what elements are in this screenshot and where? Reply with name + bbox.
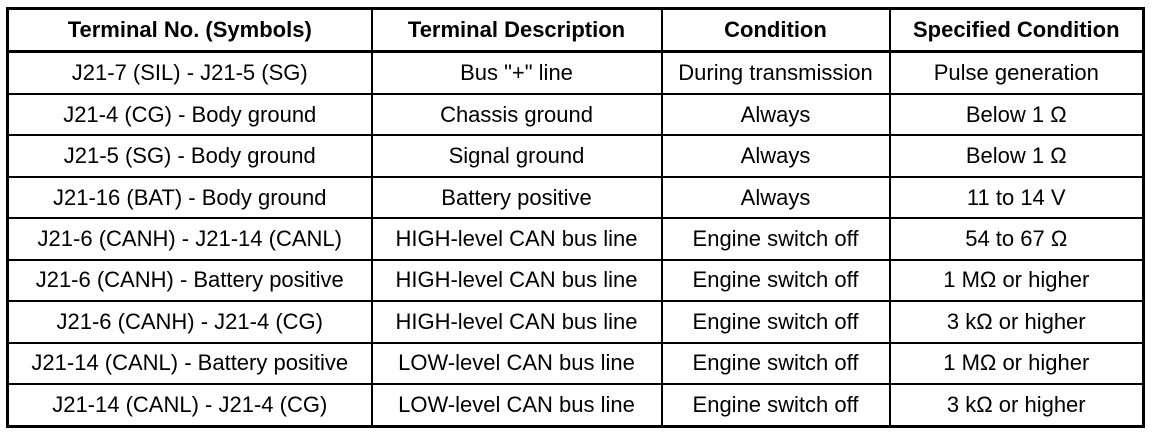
cell-specified: Below 1 Ω: [890, 94, 1144, 135]
cell-condition: Always: [662, 177, 890, 218]
cell-condition: During transmission: [662, 52, 890, 94]
table-row: [8, 218, 1144, 259]
cell-specified: 3 kΩ or higher: [890, 384, 1144, 426]
cell-description: Chassis ground: [372, 94, 662, 135]
cell-terminal: J21-6 (CANH) - J21-4 (CG): [8, 301, 372, 342]
header-terminal-no: Terminal No. (Symbols): [8, 9, 372, 52]
cell-description: LOW-level CAN bus line: [372, 384, 662, 426]
cell-terminal: J21-7 (SIL) - J21-5 (SG): [8, 52, 372, 94]
cell-description: HIGH-level CAN bus line: [372, 260, 662, 301]
table-row: [8, 260, 1144, 301]
cell-condition: Always: [662, 94, 890, 135]
cell-condition: Engine switch off: [662, 343, 890, 384]
terminal-spec-table-container: [6, 7, 1142, 428]
cell-description: Bus "+" line: [372, 52, 662, 94]
cell-terminal: J21-6 (CANH) - J21-14 (CANL): [8, 218, 372, 259]
table-body: [8, 52, 1144, 427]
cell-specified: 1 MΩ or higher: [890, 343, 1144, 384]
header-row: [8, 9, 1144, 52]
cell-terminal: J21-14 (CANL) - Battery positive: [8, 343, 372, 384]
cell-description: HIGH-level CAN bus line: [372, 301, 662, 342]
header-specified-condition: Specified Condition: [890, 9, 1144, 52]
cell-terminal: J21-14 (CANL) - J21-4 (CG): [8, 384, 372, 426]
cell-specified: Below 1 Ω: [890, 135, 1144, 176]
header-condition: Condition: [662, 9, 890, 52]
table-row: [8, 135, 1144, 176]
cell-description: HIGH-level CAN bus line: [372, 218, 662, 259]
cell-description: LOW-level CAN bus line: [372, 343, 662, 384]
cell-terminal: J21-5 (SG) - Body ground: [8, 135, 372, 176]
cell-condition: Engine switch off: [662, 301, 890, 342]
cell-condition: Engine switch off: [662, 218, 890, 259]
cell-description: Battery positive: [372, 177, 662, 218]
cell-condition: Engine switch off: [662, 384, 890, 426]
cell-terminal: J21-4 (CG) - Body ground: [8, 94, 372, 135]
table-row: [8, 177, 1144, 218]
table-row: [8, 384, 1144, 426]
cell-description: Signal ground: [372, 135, 662, 176]
cell-specified: Pulse generation: [890, 52, 1144, 94]
terminal-spec-table: [6, 7, 1145, 428]
cell-terminal: J21-6 (CANH) - Battery positive: [8, 260, 372, 301]
table-row: [8, 94, 1144, 135]
table-row: [8, 52, 1144, 94]
header-terminal-description: Terminal Description: [372, 9, 662, 52]
cell-condition: Engine switch off: [662, 260, 890, 301]
cell-condition: Always: [662, 135, 890, 176]
table-row: [8, 301, 1144, 342]
cell-terminal: J21-16 (BAT) - Body ground: [8, 177, 372, 218]
cell-specified: 54 to 67 Ω: [890, 218, 1144, 259]
cell-specified: 3 kΩ or higher: [890, 301, 1144, 342]
table-row: [8, 343, 1144, 384]
cell-specified: 11 to 14 V: [890, 177, 1144, 218]
cell-specified: 1 MΩ or higher: [890, 260, 1144, 301]
